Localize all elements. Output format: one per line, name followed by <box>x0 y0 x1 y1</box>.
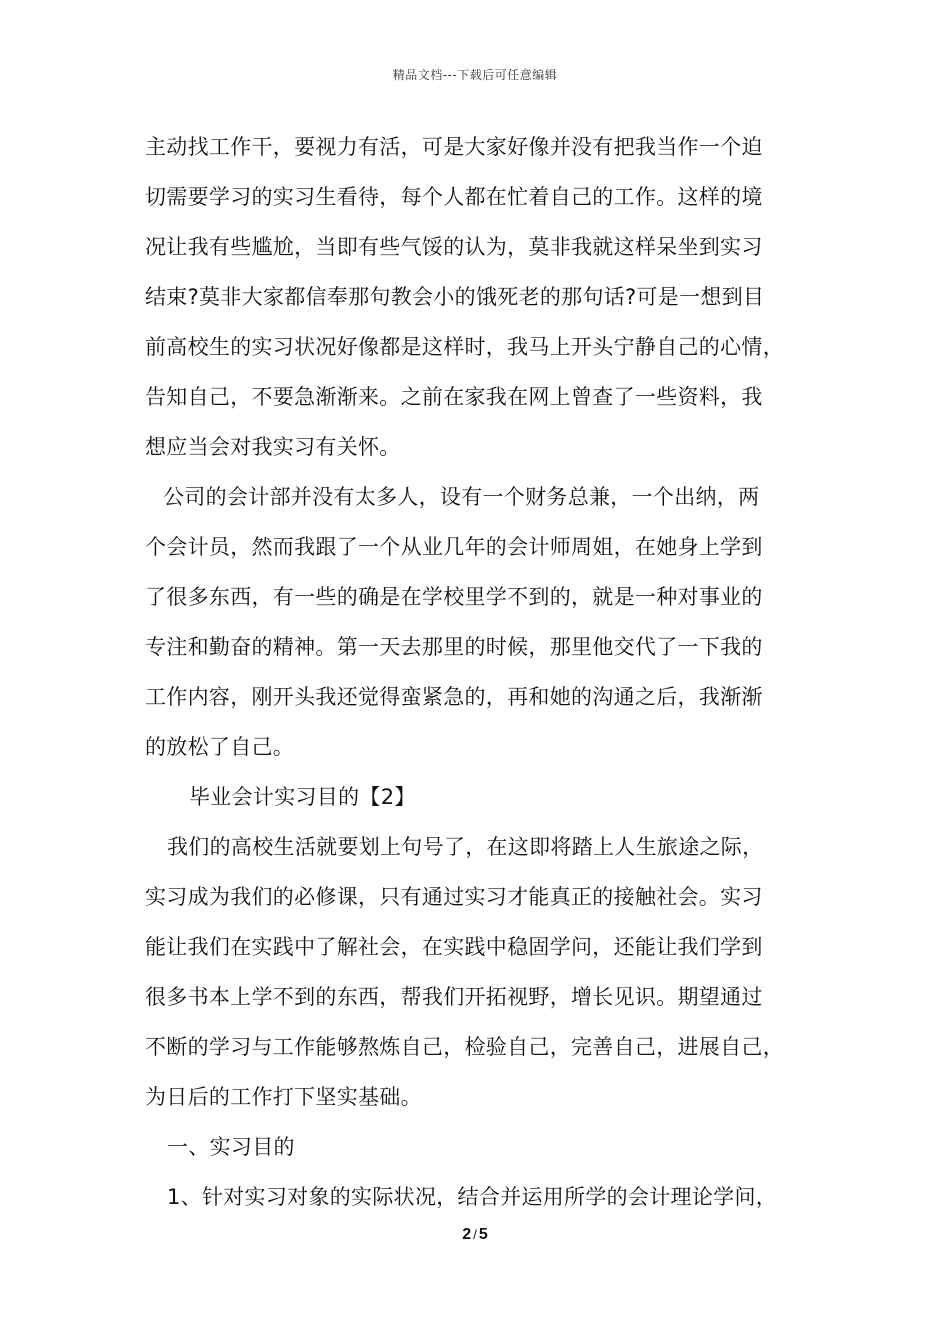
current-page: 2 <box>462 1226 472 1243</box>
page-number <box>0 1226 950 1244</box>
body-line: 切需要学习的实习生看待，每个人都在忙着自己的工作。这样的境 <box>145 185 763 209</box>
body-line: 不断的学习与工作能够熬炼自己，检验自己，完善自己，进展自己， <box>145 1035 784 1059</box>
body-line: 实习成为我们的必修课，只有通过实习才能真正的接触社会。实习 <box>145 885 763 909</box>
page-separator: / <box>473 1227 477 1242</box>
body-line: 为日后的工作打下坚实基础。 <box>145 1085 422 1109</box>
body-line: 主动找工作干，要视力有活，可是大家好像并没有把我当作一个迫 <box>145 135 763 159</box>
subsection-heading: 一、实习目的 <box>167 1135 295 1159</box>
body-line: 个会计员，然而我跟了一个从业几年的会计师周姐，在她身上学到 <box>145 535 763 559</box>
section-heading: 毕业会计实习目的【2】 <box>189 785 416 809</box>
body-line: 结束?莫非大家都信奉那句教会小的饿死老的那句话?可是一想到目 <box>145 285 765 309</box>
body-line: 专注和勤奋的精神。第一天去那里的时候，那里他交代了一下我的 <box>145 635 763 659</box>
page-header: 精品文档---下载后可任意编辑 <box>392 68 558 82</box>
body-line: 工作内容，刚开头我还觉得蛮紧急的，再和她的沟通之后，我渐渐 <box>145 685 763 709</box>
body-line: 况让我有些尴尬，当即有些气馁的认为，莫非我就这样呆坐到实习 <box>145 235 763 259</box>
body-line: 的放松了自己。 <box>145 735 295 759</box>
body-line: 告知自己，不要急渐渐来。之前在家我在网上曾查了一些资料，我 <box>145 385 763 409</box>
total-pages: 5 <box>478 1226 488 1243</box>
body-line: 1、针对实习对象的实际状况，结合并运用所学的会计理论学问， <box>167 1185 778 1209</box>
body-line: 很多书本上学不到的东西，帮我们开拓视野，增长见识。期望通过 <box>145 985 763 1009</box>
body-line: 前高校生的实习状况好像都是这样时，我马上开头宁静自己的心情， <box>145 335 784 359</box>
body-line: 公司的会计部并没有太多人，设有一个财务总兼，一个出纳，两 <box>163 485 760 509</box>
body-line: 我们的高校生活就要划上句号了，在这即将踏上人生旅途之际， <box>167 835 764 859</box>
body-line: 了很多东西，有一些的确是在学校里学不到的，就是一种对事业的 <box>145 585 763 609</box>
body-line: 想应当会对我实习有关怀。 <box>145 435 401 459</box>
body-line: 能让我们在实践中了解社会，在实践中稳固学问，还能让我们学到 <box>145 935 763 959</box>
document-body <box>145 128 810 1228</box>
